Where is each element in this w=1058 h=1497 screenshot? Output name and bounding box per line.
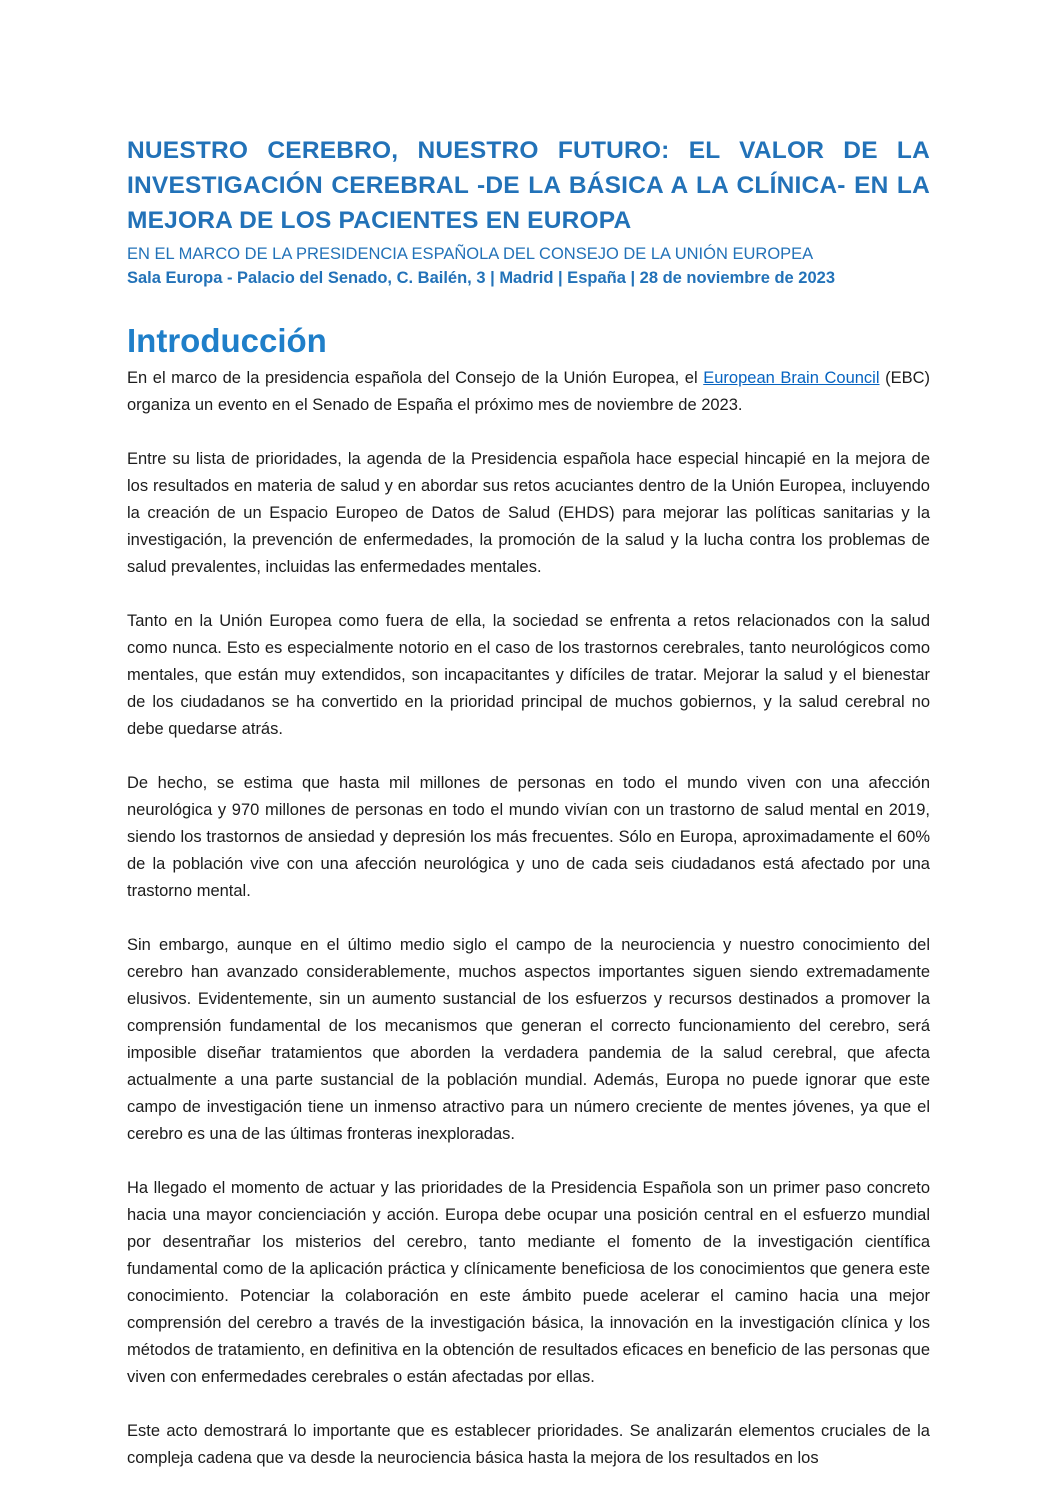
paragraph-text: En el marco de la presidencia española del Consejo de la Unión Europea, el (127, 369, 704, 387)
intro-paragraph-2: Entre su lista de prioridades, la agenda de la Presidencia española hace especial hincapié en la mejora de los resultados en materia de salud y en abordar sus retos acuciantes dentro de la Unión Europea, incluyendo la creación de un Espacio Europeo de Datos de Salud (EHDS) para mejorar las políticas sanitarias y la investigación, la prevención de enfermedades, la promoción de la salud y la lucha contra los problemas de salud prevalentes, incluidas las enfermedades mentales. (127, 450, 930, 576)
intro-paragraph-4: De hecho, se estima que hasta mil millones de personas en todo el mundo viven con una afección neurológica y 970 millones de personas en todo el mundo vivían con un trastorno de salud mental en 2019, siendo los trastornos de ansiedad y depresión los más frecuentes. Sólo en Europa, aproximadamente el 60% de la población vive con una afección neurológica y uno de cada seis ciudadanos está afectado por una trastorno mental. (127, 774, 930, 900)
intro-paragraph-3: Tanto en la Unión Europea como fuera de ella, la sociedad se enfrenta a retos relacionados con la salud como nunca. Esto es especialmente notorio en el caso de los trastornos cerebrales, tanto neurológicos como mentales, que están muy extendidos, son incapacitantes y difíciles de tratar. Mejorar la salud y el bienestar de los ciudadanos se ha convertido en la prioridad principal de muchos gobiernos, y la salud cerebral no debe quedarse atrás. (127, 612, 930, 738)
document-subtitle: EN EL MARCO DE LA PRESIDENCIA ESPAÑOLA DEL CONSEJO DE LA UNIÓN EUROPEA (127, 245, 814, 263)
document-header (127, 133, 930, 290)
intro-paragraph-1 (127, 365, 930, 419)
intro-paragraph-7: Este acto demostrará lo importante que es establecer prioridades. Se analizarán elementos cruciales de la compleja cadena que va desde la neurociencia básica hasta la mejora de los resultados en los (127, 1422, 930, 1467)
section-heading-introduccion: Introducción (127, 322, 327, 359)
document-title: NUESTRO CEREBRO, NUESTRO FUTURO: EL VALOR DE LA INVESTIGACIÓN CEREBRAL -DE LA BÁSICA A LA CLÍNICA- EN LA MEJORA DE LOS PACIENTES EN EUROPA (127, 137, 930, 234)
intro-paragraph-5: Sin embargo, aunque en el último medio siglo el campo de la neurociencia y nuestro conocimiento del cerebro han avanzado considerablemente, muchos aspectos importantes siguen siendo extremadamente elusivos. Evidentemente, sin un aumento sustancial de los esfuerzos y recursos destinados a promover la comprensión fundamental de los mecanismos que generan el correcto funcionamiento del cerebro, será imposible diseñar tratamientos que aborden la verdadera pandemia de la salud cerebral, que afecta actualmente a una parte sustancial de la población mundial. Además, Europa no puede ignorar que este campo de investigación tiene un inmenso atractivo para un número creciente de mentes jóvenes, ya que el cerebro es una de las últimas fronteras inexploradas. (127, 936, 930, 1143)
paragraph-text: (EBC) organiza un evento en el Senado de España el próximo mes de noviembre de 2023. (127, 369, 931, 414)
european-brain-council-link[interactable]: European Brain Council (703, 369, 880, 387)
event-details-line: Sala Europa - Palacio del Senado, C. Bailén, 3 | Madrid | España | 28 de noviembre de 2023 (127, 269, 836, 287)
intro-paragraph-6: Ha llegado el momento de actuar y las prioridades de la Presidencia Española son un primer paso concreto hacia una mayor concienciación y acción. Europa debe ocupar una posición central en el esfuerzo mundial por desentrañar los misterios del cerebro, tanto mediante el fomento de la investigación científica fundamental como de la aplicación práctica y clínicamente beneficiosa de los conocimientos que genera este conocimiento. Potenciar la colaboración en este ámbito puede acelerar el camino hacia una mejor comprensión del cerebro a través de la investigación básica, la innovación en la investigación clínica y los métodos de tratamiento, en definitiva en la obtención de resultados eficaces en beneficio de las personas que viven con enfermedades cerebrales o están afectadas por ellas. (127, 1179, 930, 1386)
